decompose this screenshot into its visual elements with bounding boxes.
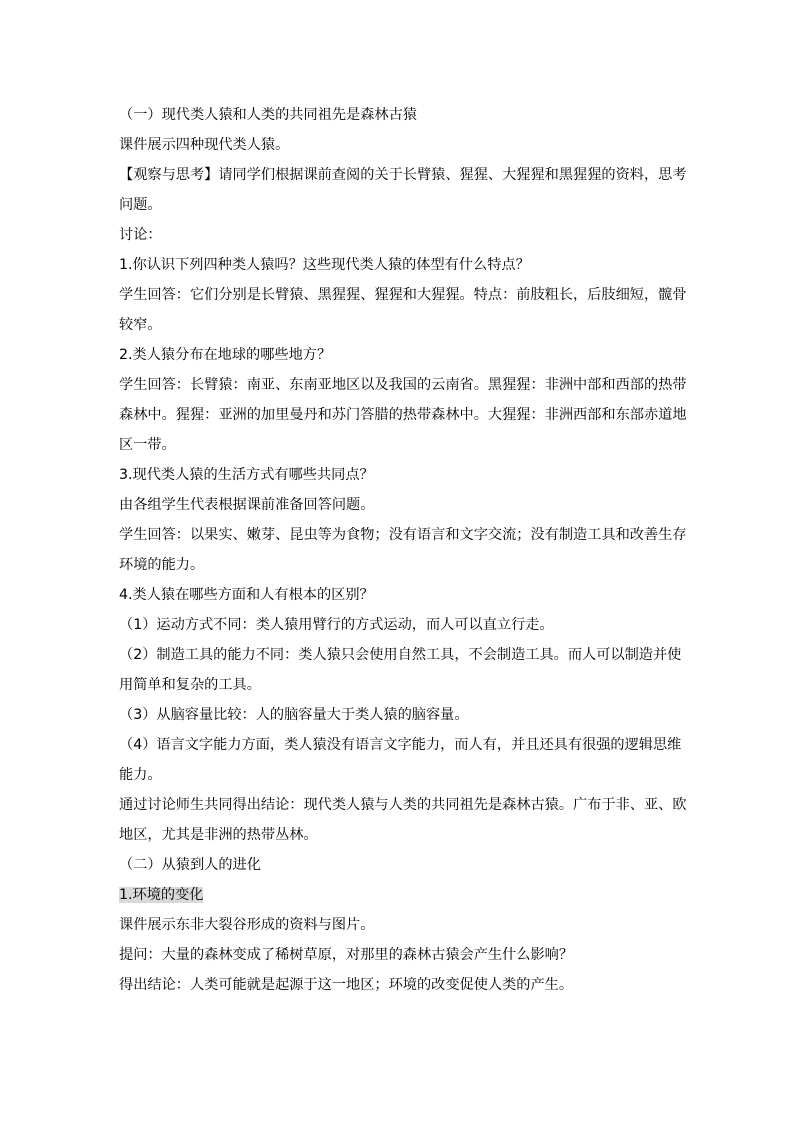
paragraph-line: 通过讨论师生共同得出结论：现代类人猿与人类的共同祖先是森林古猿。广布于非、亚、欧 (119, 797, 687, 813)
question-line: 1.你认识下列四种类人猿吗？这些现代类人猿的体型有什么特点？ (119, 257, 530, 273)
document-body (119, 100, 685, 1000)
paragraph-line: 课件展示四种现代类人猿。 (119, 137, 290, 153)
paragraph-line: 地区，尤其是非洲的热带丛林。 (119, 827, 318, 843)
list-item: （3）从脑容量比较：人的脑容量大于类人猿的脑容量。 (119, 707, 469, 723)
paragraph-line: 区一带。 (119, 437, 176, 453)
list-item-continuation: 用简单和复杂的工具。 (119, 677, 261, 693)
section-heading-2: （二）从猿到人的进化 (119, 857, 261, 873)
list-item: （2）制造工具的能力不同：类人猿只会使用自然工具，不会制造工具。而人可以制造并使 (119, 647, 682, 663)
paragraph-line: 学生回答：长臂猿：南亚、东南亚地区以及我国的云南省。黑猩猩：非洲中部和西部的热带 (119, 377, 687, 393)
paragraph-line: 问题。 (119, 197, 162, 213)
question-line: 2.类人猿分布在地球的哪些地方？ (119, 347, 332, 363)
list-item: （1）运动方式不同：类人猿用臂行的方式运动，而人可以直立行走。 (119, 617, 554, 633)
paragraph-line: 学生回答：以果实、嫩芽、昆虫等为食物；没有语言和文字交流；没有制造工具和改善生存 (119, 527, 687, 543)
highlighted-subheading: 1.环境的变化 (119, 887, 204, 903)
subsection-heading (119, 880, 685, 910)
question-line: 提问：大量的森林变成了稀树草原，对那里的森林古猿会产生什么影响？ (119, 947, 574, 963)
paragraph-line: 环境的能力。 (119, 557, 205, 573)
paragraph-line: 森林中。猩猩：亚洲的加里曼丹和苏门答腊的热带森林中。大猩猩：非洲西部和东部赤道地 (119, 407, 687, 423)
paragraph-line: 学生回答：它们分别是长臂猿、黑猩猩、猩猩和大猩猩。特点：前肢粗长，后肢细短，髋骨 (119, 287, 687, 303)
paragraph-line: 【观察与思考】请同学们根据课前查阅的关于长臂猿、猩猩、大猩猩和黑猩猩的资料，思考 (119, 167, 687, 183)
list-item-continuation: 能力。 (119, 767, 162, 783)
paragraph-line: 由各组学生代表根据课前准备回答问题。 (119, 497, 375, 513)
section-heading-1: （一）现代类人猿和人类的共同祖先是森林古猿 (119, 107, 417, 123)
paragraph-line: 课件展示东非大裂谷形成的资料与图片。 (119, 917, 375, 933)
list-item: （4）语言文字能力方面，类人猿没有语言文字能力，而人有，并且还具有很强的逻辑思维 (119, 737, 682, 753)
question-line: 4.类人猿在哪些方面和人有根本的区别？ (119, 587, 374, 603)
question-line: 3.现代类人猿的生活方式有哪些共同点？ (119, 467, 374, 483)
paragraph-line: 讨论： (119, 227, 162, 243)
paragraph-line: 较窄。 (119, 317, 162, 333)
conclusion-line: 得出结论：人类可能就是起源于这一地区；环境的改变促使人类的产生。 (119, 977, 574, 993)
